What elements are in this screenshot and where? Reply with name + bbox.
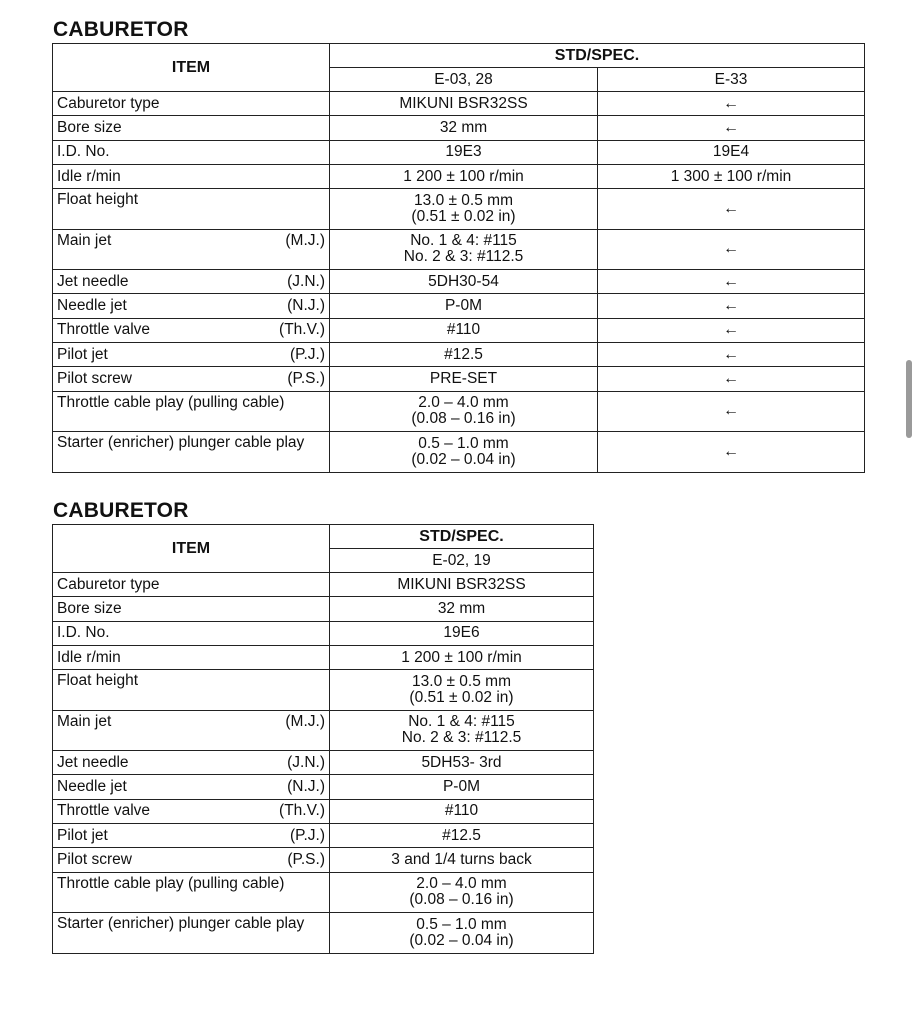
spec-value: #110	[446, 321, 481, 339]
std-spec-header: STD/SPEC.	[330, 525, 594, 549]
spec-value: MIKUNI BSR32SS	[397, 575, 526, 593]
spec-value: No. 1 & 4: #115	[410, 232, 517, 250]
spec-value: (0.08 – 0.16 in)	[411, 410, 516, 428]
item-label: Starter (enricher) plunger cable play	[57, 434, 305, 452]
item-abbreviation: (Th.V.)	[279, 802, 325, 820]
table-row	[53, 367, 865, 391]
item-cell	[53, 913, 330, 954]
spec-value: 0.5 – 1.0 mm	[418, 434, 509, 452]
table-row	[53, 116, 865, 140]
spec-value-cell	[330, 751, 594, 775]
column-header: E-33	[598, 68, 865, 92]
table-row	[53, 318, 865, 342]
table-row	[53, 799, 594, 823]
section-title: CABURETOR	[53, 18, 189, 41]
table-row	[53, 913, 594, 954]
table-row	[53, 164, 865, 188]
item-abbreviation: (P.J.)	[289, 345, 325, 363]
same-as-arrow: ←	[598, 116, 865, 140]
spec-value: P-0M	[444, 297, 483, 315]
spec-value: 13.0 ± 0.5 mm	[414, 191, 513, 209]
same-as-arrow: ←	[598, 294, 865, 318]
item-label: Throttle cable play (pulling cable)	[57, 393, 285, 411]
item-label: Throttle cable play (pulling cable)	[57, 874, 285, 892]
table-row	[53, 872, 594, 913]
table-row	[53, 140, 865, 164]
spec-value: 19E6	[443, 624, 480, 642]
spec-value: (0.51 ± 0.02 in)	[409, 688, 514, 706]
item-abbreviation: (J.N.)	[287, 272, 325, 290]
spec-value: (0.51 ± 0.02 in)	[411, 207, 516, 225]
item-label: Main jet	[57, 712, 112, 730]
table-row	[53, 432, 865, 473]
spec-value-cell	[330, 294, 598, 318]
table-row	[53, 710, 594, 751]
item-cell	[53, 872, 330, 913]
spec-value: (0.02 – 0.04 in)	[411, 450, 516, 468]
same-as-arrow: ←	[598, 189, 865, 230]
spec-value: PRE-SET	[429, 370, 498, 388]
column-header: E-02, 19	[330, 549, 594, 573]
column-header: E-03, 28	[330, 68, 598, 92]
item-cell	[53, 92, 330, 116]
spec-value-cell	[330, 621, 594, 645]
item-label: Bore size	[57, 599, 122, 617]
scrollbar[interactable]	[906, 360, 912, 438]
spec-value-cell	[330, 92, 598, 116]
same-as-arrow: ←	[598, 432, 865, 473]
spec-value-cell	[330, 670, 594, 711]
item-cell	[53, 294, 330, 318]
item-cell	[53, 140, 330, 164]
table-row	[53, 229, 865, 270]
spec-value: 1 200 ± 100 r/min	[403, 167, 524, 185]
item-label: Idle r/min	[57, 648, 121, 666]
same-as-arrow: ←	[598, 367, 865, 391]
spec-value-cell	[330, 872, 594, 913]
item-cell	[53, 775, 330, 799]
spec-value-cell	[330, 270, 598, 294]
spec-value: 5DH30-54	[428, 272, 499, 290]
same-as-arrow: ←	[598, 391, 865, 432]
spec-value-cell	[330, 799, 594, 823]
spec-value: 19E3	[445, 143, 482, 161]
item-label: Caburetor type	[57, 575, 160, 593]
spec-value-cell	[330, 367, 598, 391]
item-cell	[53, 670, 330, 711]
spec-value-cell	[330, 913, 594, 954]
spec-value: (0.08 – 0.16 in)	[409, 891, 514, 909]
item-cell	[53, 367, 330, 391]
spec-value-cell	[330, 116, 598, 140]
spec-value-cell	[330, 140, 598, 164]
item-label: Bore size	[57, 118, 122, 136]
item-abbreviation: (P.S.)	[287, 370, 325, 388]
same-as-arrow: ←	[598, 270, 865, 294]
table-row	[53, 824, 594, 848]
spec-value-cell	[330, 189, 598, 230]
spec-value-cell	[330, 318, 598, 342]
item-label: Pilot screw	[57, 370, 132, 388]
item-label: Pilot jet	[57, 826, 108, 844]
item-cell	[53, 799, 330, 823]
item-label: Float height	[57, 672, 138, 690]
spec-value: 5DH53- 3rd	[421, 753, 502, 771]
item-label: Jet needle	[57, 753, 129, 771]
item-cell	[53, 391, 330, 432]
item-abbreviation: (N.J.)	[287, 297, 325, 315]
table-row	[53, 848, 594, 872]
spec-value: 1 200 ± 100 r/min	[401, 648, 522, 666]
item-abbreviation: (J.N.)	[287, 753, 325, 771]
spec-value-cell	[330, 343, 598, 367]
table-row	[53, 92, 865, 116]
spec-value: 32 mm	[439, 118, 488, 136]
spec-value-cell	[330, 597, 594, 621]
item-abbreviation: (P.S.)	[287, 851, 325, 869]
spec-value: No. 2 & 3: #112.5	[401, 729, 522, 747]
item-label: I.D. No.	[57, 624, 110, 642]
spec-table-e03-e33	[52, 43, 865, 473]
item-label: Pilot jet	[57, 345, 108, 363]
spec-value: #12.5	[444, 345, 483, 363]
table-row	[53, 391, 865, 432]
item-abbreviation: (Th.V.)	[279, 321, 325, 339]
item-cell	[53, 710, 330, 751]
section-title: CABURETOR	[53, 499, 189, 522]
item-label: Caburetor type	[57, 94, 160, 112]
item-header: ITEM	[53, 44, 330, 92]
spec-value: (0.02 – 0.04 in)	[409, 931, 514, 949]
item-cell	[53, 318, 330, 342]
spec-value-cell	[330, 645, 594, 669]
item-cell	[53, 621, 330, 645]
spec-value-cell	[330, 229, 598, 270]
item-cell	[53, 824, 330, 848]
item-cell	[53, 597, 330, 621]
spec-value: 3 and 1/4 turns back	[391, 851, 532, 869]
item-cell	[53, 751, 330, 775]
item-label: Idle r/min	[57, 167, 121, 185]
spec-value: 13.0 ± 0.5 mm	[412, 672, 511, 690]
table-row	[53, 751, 594, 775]
item-label: Jet needle	[57, 272, 129, 290]
item-abbreviation: (N.J.)	[287, 778, 325, 796]
spec-value-cell	[330, 573, 594, 597]
spec-value-cell	[330, 775, 594, 799]
table-row	[53, 573, 594, 597]
item-abbreviation: (M.J.)	[285, 231, 325, 249]
spec-value: 0.5 – 1.0 mm	[416, 915, 507, 933]
item-cell	[53, 229, 330, 270]
item-abbreviation: (M.J.)	[285, 712, 325, 730]
table-row	[53, 775, 594, 799]
spec-value-cell	[330, 164, 598, 188]
item-cell	[53, 645, 330, 669]
item-label: Needle jet	[57, 778, 127, 796]
table-row	[53, 645, 594, 669]
item-header: ITEM	[53, 525, 330, 573]
table-row	[53, 670, 594, 711]
table-row	[53, 343, 865, 367]
same-as-arrow: ←	[598, 343, 865, 367]
item-cell	[53, 270, 330, 294]
item-label: Pilot screw	[57, 851, 132, 869]
table-row	[53, 270, 865, 294]
item-abbreviation: (P.J.)	[289, 826, 325, 844]
same-as-arrow: ←	[598, 318, 865, 342]
table-row	[53, 189, 865, 230]
spec-value: #110	[444, 802, 479, 820]
item-label: Float height	[57, 191, 138, 209]
spec-value-cell	[330, 391, 598, 432]
item-label: Throttle valve	[57, 802, 151, 820]
table-row	[53, 597, 594, 621]
item-label: I.D. No.	[57, 143, 110, 161]
item-cell	[53, 189, 330, 230]
spec-value: 19E4	[598, 140, 865, 164]
spec-value-cell	[330, 848, 594, 872]
spec-value-cell	[330, 824, 594, 848]
spec-value: MIKUNI BSR32SS	[399, 94, 528, 112]
std-spec-header: STD/SPEC.	[330, 44, 865, 68]
item-label: Main jet	[57, 231, 112, 249]
item-label: Throttle valve	[57, 321, 151, 339]
spec-value: 1 300 ± 100 r/min	[598, 164, 865, 188]
same-as-arrow: ←	[598, 229, 865, 270]
spec-value: 32 mm	[437, 599, 486, 617]
item-cell	[53, 573, 330, 597]
spec-value: No. 2 & 3: #112.5	[403, 248, 524, 266]
item-cell	[53, 432, 330, 473]
spec-value: P-0M	[442, 778, 481, 796]
spec-value: #12.5	[442, 826, 481, 844]
item-label: Needle jet	[57, 297, 127, 315]
item-cell	[53, 116, 330, 140]
table-row	[53, 621, 594, 645]
spec-value-cell	[330, 710, 594, 751]
table-row	[53, 294, 865, 318]
same-as-arrow: ←	[598, 92, 865, 116]
spec-value: No. 1 & 4: #115	[408, 713, 515, 731]
item-cell	[53, 848, 330, 872]
item-cell	[53, 343, 330, 367]
item-label: Starter (enricher) plunger cable play	[57, 915, 305, 933]
spec-table-e02	[52, 524, 594, 954]
item-cell	[53, 164, 330, 188]
spec-value: 2.0 – 4.0 mm	[418, 394, 509, 412]
spec-value: 2.0 – 4.0 mm	[416, 875, 507, 893]
spec-value-cell	[330, 432, 598, 473]
